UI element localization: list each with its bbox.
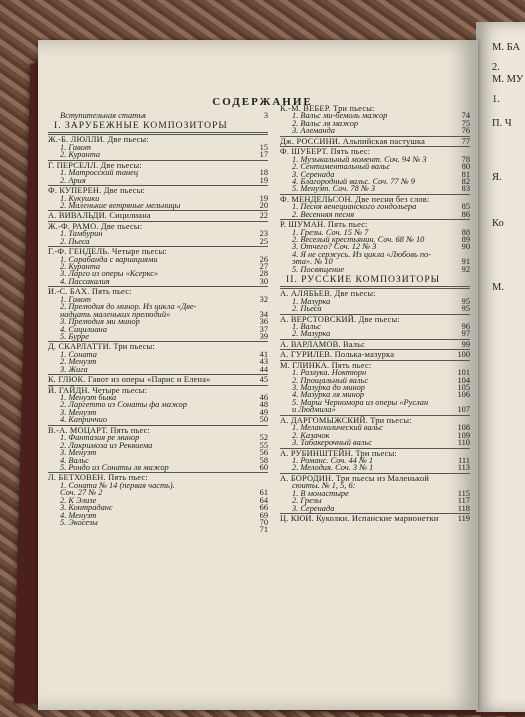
page-number: 20 — [259, 200, 268, 210]
entry-title: 1. Вальс ми-бемоль мажор — [292, 111, 388, 121]
page-number: 77 — [461, 136, 470, 146]
page-number: 18 — [259, 168, 268, 178]
toc-left-column — [48, 112, 268, 534]
entry-title: Дж. РОССИНИ. Альпийская пастушка — [280, 136, 426, 146]
page-number: 90 — [461, 242, 470, 252]
toc-entry — [280, 330, 470, 337]
entry-title: 3. Алеманда — [292, 126, 335, 136]
divider — [48, 132, 268, 133]
page-number: 111 — [458, 455, 470, 465]
entry-title: 1. Разлука. Ноктюрн — [292, 368, 367, 378]
composer-entry — [280, 351, 470, 358]
entry-title: 2. К Элизе — [60, 495, 97, 505]
page-number: 27 — [259, 262, 268, 271]
page-number: 50 — [259, 415, 268, 425]
entry-title: 1. Соната № 14 (первая часть). — [60, 480, 175, 490]
toc-entry — [48, 519, 268, 526]
page-number: 107 — [457, 405, 470, 415]
entry-title: 2. Куранта — [60, 262, 101, 271]
page-number: 92 — [461, 264, 470, 274]
entry-title: 3. Ларго из оперы «Ксеркс» — [60, 269, 159, 279]
entry-title: 1. Менуэт быка — [60, 393, 117, 402]
entry-title: 5. Посвящение — [292, 264, 345, 274]
entry-title: 4. Вальс — [60, 455, 89, 465]
page-number: 36 — [259, 317, 268, 327]
toc-entry — [280, 185, 470, 192]
right-page — [476, 22, 525, 712]
entry-title: и Людмила» — [292, 405, 336, 415]
right-page-text: Я. — [492, 172, 502, 183]
entry-title: эта». № 10 — [292, 257, 333, 267]
page-number: 101 — [457, 368, 470, 378]
toc-entry — [48, 366, 268, 373]
page-number: 109 — [457, 430, 470, 440]
section-heading — [280, 273, 470, 285]
entry-title: А. ВИВАЛЬДИ. Сицилиана — [48, 211, 151, 221]
page-number: 19 — [259, 175, 268, 185]
page-number: 99 — [461, 339, 470, 349]
entry-title: I. ЗАРУБЕЖНЫЕ КОМПОЗИТОРЫ — [54, 120, 228, 132]
page-number: 115 — [457, 488, 470, 498]
entry-title: 1. Песня венецианского гондольера — [292, 202, 417, 212]
page-number: 39 — [259, 331, 268, 341]
entry-title: Вступительная статья — [60, 111, 146, 120]
page-title: СОДЕРЖАНИЕ — [212, 96, 313, 108]
entry-title: М. ГЛИНКА. Пять пьес: — [280, 360, 372, 370]
page-number: 85 — [461, 202, 470, 212]
right-page-text: М. БА — [492, 42, 521, 53]
entry-title: 2. Менуэт — [60, 357, 97, 367]
entry-title: К. ГЛЮК. Гавот из оперы «Парис и Елена» — [48, 375, 211, 385]
page-number: 43 — [259, 357, 268, 367]
page-number: 28 — [259, 269, 268, 279]
entry-title: 2. Куранта — [60, 150, 101, 160]
page-number: 108 — [457, 423, 470, 433]
page-number: 70 — [259, 518, 268, 527]
page-number: 56 — [259, 448, 268, 458]
entry-title: 5. Бурре — [60, 331, 89, 341]
page-number: 119 — [457, 514, 470, 523]
entry-title: Ц. КЮИ. Куколки. Испанские марионетки — [280, 514, 439, 523]
page-number: 45 — [259, 375, 268, 385]
entry-title: Ж.-Ф. РАМО. Две пьесы: — [48, 221, 143, 231]
entry-title: 4. Пассакалия — [60, 276, 110, 286]
page-number: 52 — [259, 433, 268, 443]
page-number: 105 — [457, 383, 470, 392]
page-number: 60 — [259, 462, 268, 472]
page-number: 32 — [259, 294, 268, 304]
page-number: 19 — [259, 193, 268, 203]
entry-title: 4. Мазурка ля минор — [292, 390, 365, 400]
entry-title: 2. Вальс ля мажор — [292, 118, 359, 128]
entry-title: сюиты. № 1, 5, 6: — [292, 481, 356, 491]
toc-entry — [280, 211, 470, 218]
page-number: 25 — [259, 236, 268, 246]
entry-title: Й. ГАЙДН. Четыре пьесы: — [48, 385, 148, 395]
toc-entry — [48, 238, 268, 245]
entry-title: 1. Кукушки — [60, 193, 100, 203]
page-number: 64 — [259, 495, 268, 505]
page-number: 34 — [259, 309, 268, 319]
entry-title: А. РУБИНШТЕЙН. Три пьесы: — [280, 448, 397, 458]
page-number: 118 — [457, 503, 470, 513]
entry-title: 1. Сарабанда с вариациями — [60, 254, 158, 264]
entry-title: 1. Матросский танец — [60, 168, 139, 178]
page-number: 117 — [457, 496, 470, 506]
page-number: 81 — [461, 169, 470, 179]
right-page-text: 2. — [492, 62, 500, 73]
entry-title: 1. Романс. Соч. 44 № 1 — [292, 455, 374, 465]
entry-title: Г.-Ф. ГЕНДЕЛЬ. Четыре пьесы: — [48, 247, 167, 257]
entry-title: 5. Менуэт. Соч. 78 № 3 — [292, 184, 376, 194]
page-number: 37 — [259, 324, 268, 334]
entry-title: 1. Мазурка — [292, 296, 331, 306]
page-number: 30 — [259, 276, 268, 286]
page-number: 15 — [259, 142, 268, 152]
page-number: 88 — [461, 227, 470, 237]
entry-title: 4. Менуэт — [60, 510, 97, 520]
entry-title: Ф. МЕНДЕЛЬСОН. Две песни без слов: — [280, 194, 430, 204]
entry-title: 2. Пьеса — [60, 236, 90, 246]
page-number: 106 — [457, 390, 470, 400]
entry-title: 1. Грезы. Соч. 15 № 7 — [292, 227, 369, 237]
page-number: 100 — [457, 350, 470, 360]
right-page-text: М. — [492, 282, 504, 293]
page-number: 86 — [461, 209, 470, 219]
entry-title: 4. Каприччио — [60, 415, 108, 425]
toc-entry — [280, 464, 470, 471]
entry-title: 1. Гавот — [60, 294, 91, 304]
entry-title: А. АЛЯБЬЕВ. Две пьесы: — [280, 289, 376, 299]
page-number: 49 — [259, 407, 268, 417]
toc-entry — [48, 526, 268, 533]
toc-entry — [280, 266, 470, 273]
entry-title: А. БОРОДИН. Три пьесы из Маленькой — [280, 473, 430, 483]
entry-title: 2. Весенняя песня — [292, 209, 355, 219]
right-page-text: Ко — [492, 218, 504, 229]
entry-title: Л. БЕТХОВЕН. Пять пьес: — [48, 473, 148, 483]
toc-entry — [280, 439, 470, 446]
entry-title: 3. Жига — [60, 364, 88, 374]
page-number: 113 — [457, 463, 470, 473]
entry-title: 3. Табакерочный вальс — [292, 438, 372, 448]
entry-title: В.-А. МОЦАРТ. Пять пьес: — [48, 425, 151, 435]
page-number: 110 — [457, 438, 470, 448]
page-number: 78 — [461, 154, 470, 164]
page-number: 82 — [461, 176, 470, 186]
page-number: 41 — [259, 349, 268, 359]
entry-title: 2. Пьеса — [292, 304, 322, 314]
toc-entry — [280, 127, 470, 134]
page-number: 80 — [461, 162, 470, 172]
entry-title: 1. Гавот — [60, 142, 91, 152]
page-number: 66 — [259, 503, 268, 513]
entry-title: 3. Прелюдия ми минор — [60, 317, 140, 327]
page-number: 22 — [259, 211, 268, 221]
page-number: 95 — [461, 304, 470, 314]
toc-entry — [280, 305, 470, 312]
entry-title: И.-С. БАХ. Пять пьес: — [48, 287, 132, 297]
entry-title: 1. Меланхолический вальс — [292, 423, 383, 433]
page-number: 97 — [461, 329, 470, 339]
page-number: 58 — [259, 455, 268, 465]
entry-title: 3. Менуэт — [60, 448, 97, 458]
composer-entry — [48, 376, 268, 383]
toc-entry — [48, 151, 268, 158]
composer-entry — [280, 138, 470, 145]
entry-title: 4. Я не сержусь. Из цикла «Любовь по- — [292, 249, 432, 259]
page-number: 95 — [461, 296, 470, 306]
right-page-text: П. Ч — [492, 118, 512, 129]
composer-entry — [48, 212, 268, 219]
toc-entry — [48, 416, 268, 423]
entry-title: 3. Серенада — [292, 169, 335, 179]
toc-entry — [280, 505, 470, 512]
page-number: 91 — [461, 257, 470, 267]
entry-title: 4. Сицилиана — [60, 324, 107, 334]
toc-right-column — [280, 105, 470, 522]
entry-title: 2. Прелюдия до минор. Из цикла «Две- — [60, 302, 197, 312]
entry-title: 1. Соната — [60, 349, 97, 359]
entry-title: 4. Благородный вальс. Соч. 77 № 9 — [292, 176, 415, 186]
entry-title: 2. Мелодия. Соч. 3 № 1 — [292, 463, 374, 473]
entry-title: 2. Прощальный вальс — [292, 375, 369, 385]
entry-title: 1. В монастыре — [292, 488, 349, 498]
page-number: 61 — [259, 488, 268, 498]
entry-title: 1. Фантазия ре минор — [60, 433, 140, 443]
entry-title: 2. Лакримоза из Реквиема — [60, 440, 153, 450]
page-number: 3 — [263, 111, 268, 120]
toc-entry — [48, 112, 268, 119]
toc-entry — [48, 177, 268, 184]
entry-title: Соч. 27 № 2 — [60, 488, 103, 498]
entry-title: 2. Мазурка — [292, 329, 331, 339]
page-number: 17 — [259, 150, 268, 160]
entry-title: 2. Грезы — [292, 496, 322, 506]
page-number: 76 — [461, 126, 470, 136]
entry-title: 3. Менуэт — [60, 407, 97, 417]
page-number: 46 — [259, 393, 268, 402]
toc-entry — [280, 406, 470, 413]
divider — [280, 286, 470, 287]
entry-title: 3. Серенада — [292, 503, 335, 513]
right-page-text: 1. — [492, 94, 500, 105]
right-page-text: М. МУ — [492, 74, 524, 85]
entry-title: Р. ШУМАН. Пять пьес: — [280, 220, 368, 230]
entry-title: 3. Мазурка до минор — [292, 383, 365, 392]
entry-title: А. ВЕРСТОВСКИЙ. Две пьесы: — [280, 314, 400, 324]
page-number: 74 — [461, 111, 470, 121]
page-number: 71 — [259, 525, 268, 535]
entry-title: 1. Музыкальный момент. Соч. 94 № 3 — [292, 154, 427, 164]
page-number: 69 — [259, 510, 268, 520]
entry-title: 1. Вальс — [292, 321, 321, 331]
entry-title: А. ВАРЛАМОВ. Вальс — [280, 339, 366, 349]
composer-entry — [280, 341, 470, 348]
entry-title: 5. Экосезы — [60, 518, 98, 527]
page-number: 75 — [461, 118, 470, 128]
entry-title: 2. Веселый крестьянин. Соч. 68 № 10 — [292, 235, 425, 244]
page-number: 48 — [259, 400, 268, 410]
section-heading — [48, 119, 268, 131]
entry-title: А. ГУРИЛЕВ. Полька-мазурка — [280, 350, 395, 360]
toc-entry — [48, 464, 268, 471]
toc-entry — [48, 202, 268, 209]
entry-title: Ж.-Б. ЛЮЛЛИ. Две пьесы: — [48, 135, 149, 145]
entry-title: 2. Ларгетто из Сонаты фа мажор — [60, 400, 187, 410]
toc-entry — [48, 333, 268, 340]
entry-title: 3. Контраданс — [60, 503, 113, 513]
entry-title: II. РУССКИЕ КОМПОЗИТОРЫ — [286, 274, 441, 286]
page-number: 96 — [461, 321, 470, 331]
entry-title: 3. Отчего? Соч. 12 № 3 — [292, 242, 377, 252]
entry-title: 1. Тамбурин — [60, 229, 103, 239]
entry-title: Г. ПЕРСЕЛЛ. Две пьесы: — [48, 160, 142, 170]
entry-title: Ф. КУПЕРЕН. Две пьесы: — [48, 186, 146, 196]
page-number: 89 — [461, 235, 470, 244]
entry-title: 2. Казачок — [292, 430, 330, 440]
entry-title: 5. Рондо из Сонаты ля мажор — [60, 462, 169, 472]
page-number: 104 — [457, 375, 470, 385]
entry-title: К.-М. ВЕБЕР. Три пьесы: — [280, 104, 375, 113]
page-number: 55 — [259, 440, 268, 450]
toc-entry — [48, 278, 268, 285]
entry-title: 5. Марш Черномора из оперы «Руслан — [292, 397, 429, 407]
entry-title: Ф. ШУБЕРТ. Пять пьес: — [280, 147, 371, 157]
entry-title: надцать маленьких прелюдий» — [60, 309, 171, 319]
composer-entry — [280, 515, 470, 522]
entry-title: 2. Ария — [60, 175, 86, 185]
page-number: 23 — [259, 229, 268, 239]
page-number: 83 — [461, 184, 470, 194]
entry-title: А. ДАРГОМЫЖСКИЙ. Три пьесы: — [280, 415, 412, 425]
entry-title: Д. СКАРЛАТТИ. Три пьесы: — [48, 342, 155, 352]
entry-title: 2. Сентиментальный вальс — [292, 162, 391, 172]
entry-title: 2. Маленькие ветряные мельницы — [60, 200, 181, 210]
page-number: 26 — [259, 254, 268, 264]
page-number: 44 — [259, 364, 268, 374]
